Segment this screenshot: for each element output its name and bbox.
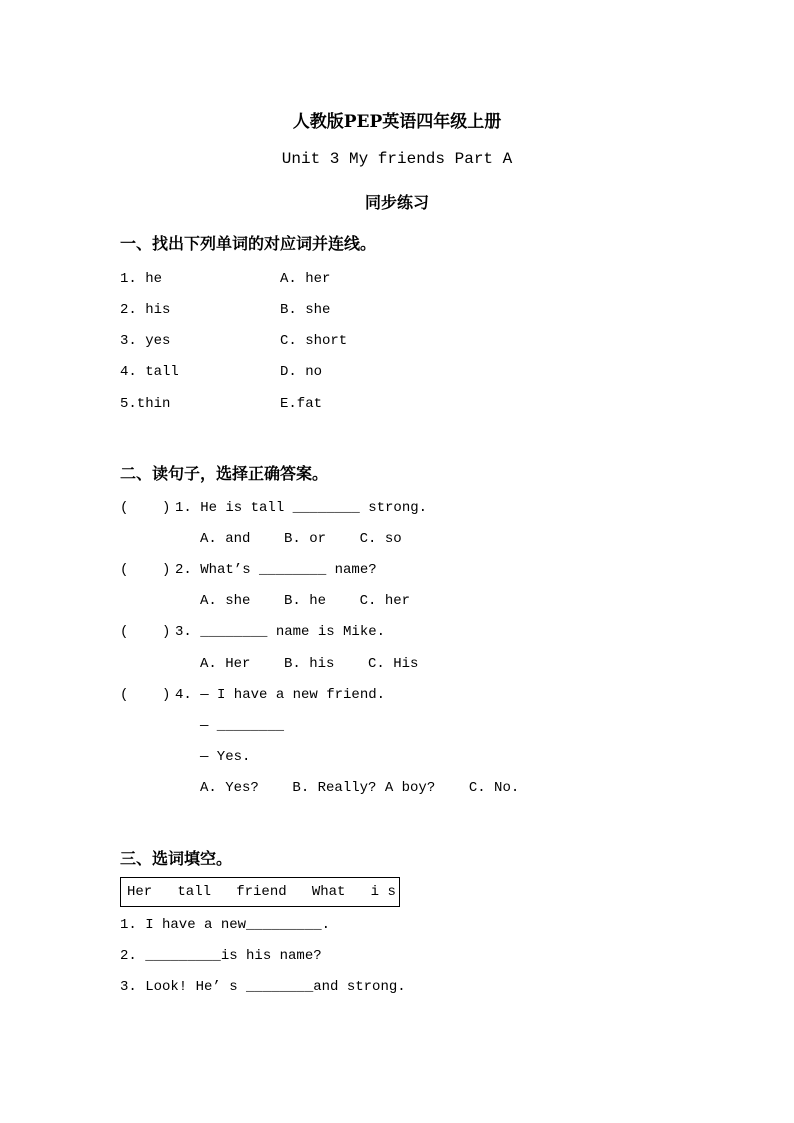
match-left-word: 5.thin bbox=[120, 396, 171, 412]
match-right-word: A. her bbox=[280, 271, 331, 287]
match-left-word: 2. his bbox=[120, 302, 171, 318]
section-2-heading: 二、读句子，选择正确答案。 bbox=[120, 464, 329, 483]
answer-bracket: ( ) bbox=[120, 500, 171, 516]
unit-subtitle: Unit 3 My friends Part A bbox=[281, 150, 513, 168]
question-stem: 1. He is tall ________ strong. bbox=[175, 500, 428, 516]
question-stem: 2. What’s ________ name? bbox=[175, 562, 377, 578]
fill-blank-item: 1. I have a new_________. bbox=[120, 917, 331, 933]
word-bank-box bbox=[120, 877, 400, 907]
fill-blank-item: 3. Look! He’ s ________and strong. bbox=[120, 979, 406, 995]
match-left-word: 3. yes bbox=[120, 333, 171, 349]
question-stem: 3. ________ name is Mike. bbox=[175, 624, 386, 640]
question-options: A. Yes? B. Really? A boy? C. No. bbox=[200, 780, 520, 796]
answer-bracket: ( ) bbox=[120, 624, 171, 640]
dialogue-line: — ________ bbox=[200, 718, 285, 734]
section-1-heading: 一、找出下列单词的对应词并连线。 bbox=[120, 234, 377, 253]
answer-bracket: ( ) bbox=[120, 562, 171, 578]
answer-bracket: ( ) bbox=[120, 687, 171, 703]
section-3-heading: 三、选词填空。 bbox=[120, 849, 233, 868]
dialogue-line: — Yes. bbox=[200, 749, 251, 765]
practice-caption: 同步练习 bbox=[364, 193, 429, 212]
fill-blank-item: 2. _________is his name? bbox=[120, 948, 322, 964]
question-options: A. she B. he C. her bbox=[200, 593, 411, 609]
question-stem: 4. — I have a new friend. bbox=[175, 687, 386, 703]
match-right-word: D. no bbox=[280, 364, 323, 380]
question-options: A. Her B. his C. His bbox=[200, 656, 419, 672]
match-left-word: 1. he bbox=[120, 271, 163, 287]
word-bank-words: Her tall friend What i s bbox=[127, 884, 396, 900]
document-title: 人教版PEP英语四年级上册 bbox=[292, 112, 502, 132]
match-left-word: 4. tall bbox=[120, 364, 179, 380]
match-right-word: E.fat bbox=[280, 396, 323, 412]
match-right-word: B. she bbox=[280, 302, 331, 318]
match-right-word: C. short bbox=[280, 333, 348, 349]
question-options: A. and B. or C. so bbox=[200, 531, 402, 547]
